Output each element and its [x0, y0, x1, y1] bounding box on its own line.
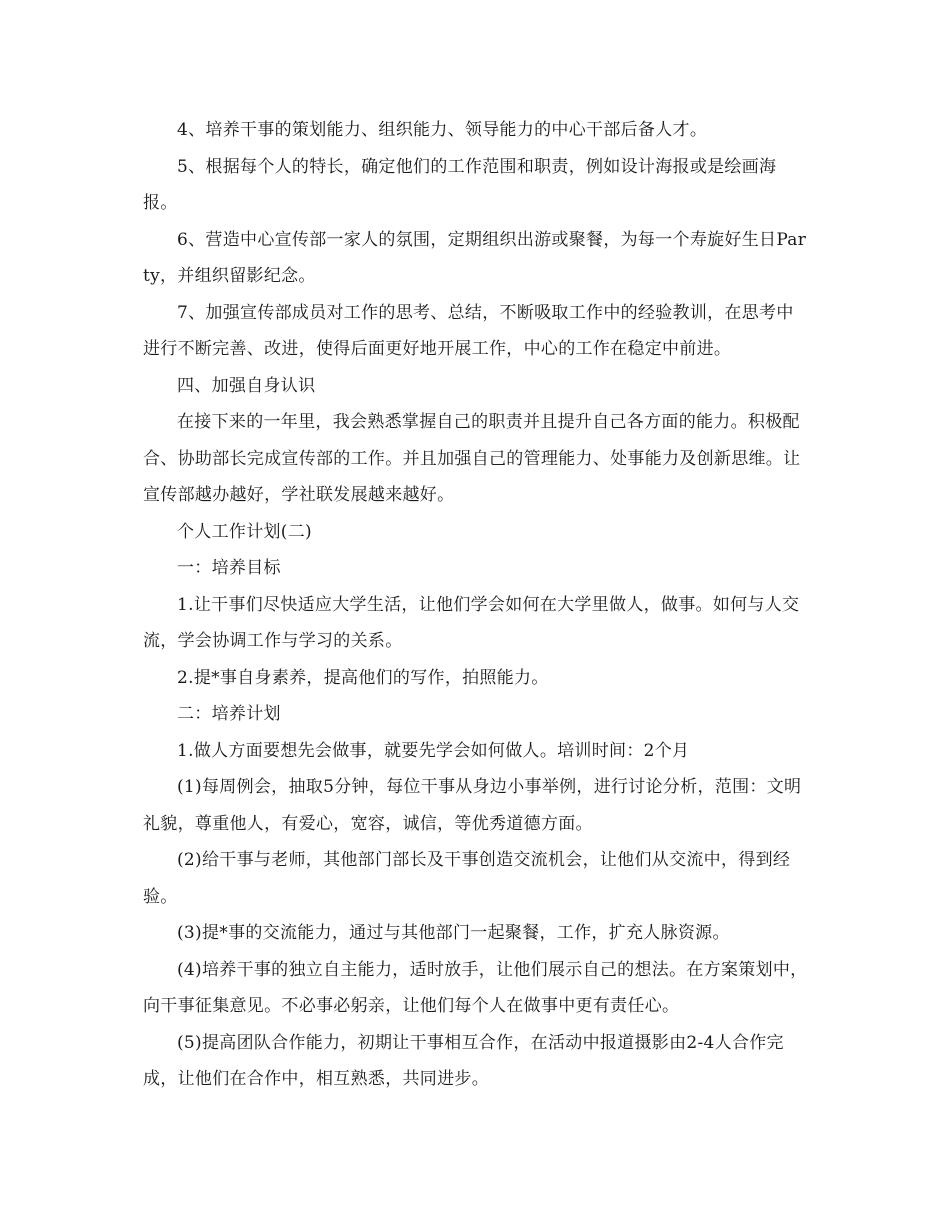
paragraph-item-5: 5、根据每个人的特长，确定他们的工作范围和职责，例如设计海报或是绘画海报。	[143, 156, 777, 213]
section-heading-self-awareness: 四、加强自身认识	[177, 375, 316, 396]
plan-subitem-2: (2)给干事与老师，其他部门部长及干事创造交流机会，让他们从交流中，得到经验。	[143, 850, 791, 907]
plan-item-1: 1.做人方面要想先会做事，就要先学会如何做人。培训时间：2个月	[177, 740, 690, 761]
paragraph-self-awareness: 在接下来的一年里，我会熟悉掌握自己的职责并且提升自己各方面的能力。积极配合、协助部长完成宣传部的工作。并且加强自己的管理能力、处事能力及创新思维。让宣传部越办越好，学社联发展越来越好。	[143, 412, 801, 505]
plan-subitem-5: (5)提高团队合作能力，初期让干事相互合作，在活动中报道摄影由2-4人合作完成，让他们在合作中，相互熟悉，共同进步。	[143, 1032, 784, 1089]
plan-subitem-4: (4)培养干事的独立自主能力，适时放手，让他们展示自己的想法。在方案策划中，向干事征集意见。不必事必躬亲，让他们每个人在做事中更有责任心。	[143, 959, 808, 1016]
goal-item-2: 2.提*事自身素养，提高他们的写作，拍照能力。	[177, 667, 549, 688]
goal-item-1: 1.让干事们尽快适应大学生活，让他们学会如何在大学里做人，做事。如何与人交流，学会协调工作与学习的关系。	[143, 594, 800, 651]
paragraph-item-6: 6、营造中心宣传部一家人的氛围，定期组织出游或聚餐，为每一个寿旋好生日Party，并组织留影纪念。	[143, 229, 807, 286]
section-title-plan-two: 个人工作计划(二)	[177, 521, 312, 542]
section-heading-goals: 一：培养目标	[177, 558, 281, 578]
plan-subitem-1: (1)每周例会，抽取5分钟，每位干事从身边小事举例，进行讨论分析，范围：文明礼貌，尊重他人，有爱心，宽容，诚信，等优秀道德方面。	[143, 777, 802, 834]
paragraph-item-4: 4、培养干事的策划能力、组织能力、领导能力的中心干部后备人才。	[177, 120, 708, 140]
document-body	[143, 112, 808, 1098]
paragraph-item-7: 7、加强宣传部成员对工作的思考、总结，不断吸取工作中的经验教训，在思考中进行不断完善、改进，使得后面更好地开展工作，中心的工作在稳定中前进。	[143, 302, 794, 359]
plan-subitem-3: (3)提*事的交流能力，通过与其他部门一起聚餐，工作，扩充人脉资源。	[177, 923, 730, 943]
section-heading-plan: 二：培养计划	[177, 704, 281, 724]
